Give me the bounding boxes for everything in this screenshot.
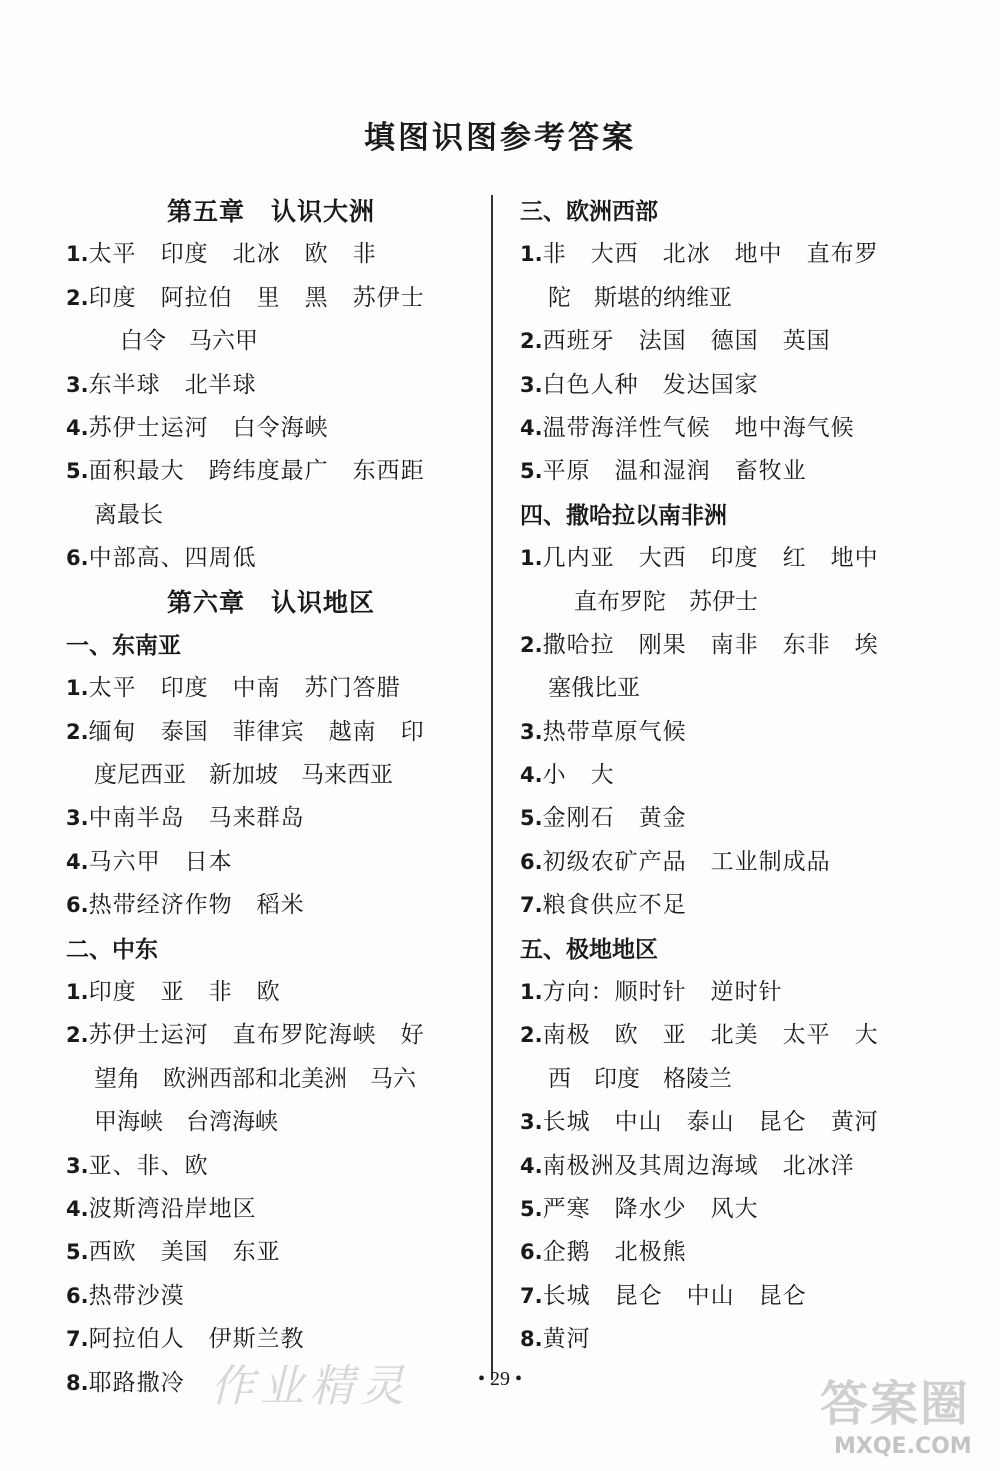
answer-line [66,971,476,1014]
answer-text: 中南半岛 马来群岛 [88,805,305,832]
answer-text: 耶路撒冷 [88,1369,185,1396]
answer-line [66,884,476,927]
question-number: 8. [520,1327,543,1352]
answer-line [520,1231,930,1274]
answer-text: 东半球 北半球 [88,371,257,398]
answer-line [66,407,476,450]
question-number: 1. [520,980,543,1005]
answer-text: 平原 温和湿润 畜牧业 [542,458,807,485]
answer-text: 非 大西 北冰 地中 直布罗 [542,241,879,268]
answer-line [66,233,476,276]
question-number: 4. [66,849,89,874]
answer-text: 黄河 [542,1326,591,1353]
question-number: 2. [520,632,543,657]
answer-continuation: 陀 斯堪的纳维亚 [548,284,732,311]
answer-line [66,711,476,754]
answer-line [520,841,930,884]
answer-text: 初级农矿产品 工业制成品 [542,848,831,875]
right-column [520,190,930,1362]
section-heading: 一、东南亚 [66,631,181,659]
question-number: 3. [66,1153,89,1178]
question-number: 2. [66,285,89,310]
answer-text: 苏伊士运河 白令海峡 [88,414,329,441]
answer-text: 方向：顺时针 逆时针 [542,979,783,1006]
answer-text: 热带经济作物 稻米 [88,892,305,919]
answer-continuation: 塞俄比亚 [548,675,640,702]
question-number: 6. [66,893,89,918]
answer-text: 太平 印度 中南 苏门答腊 [88,675,401,702]
answer-continuation: 直布罗陀 苏伊士 [574,588,758,615]
answer-continuation: 望角 欧洲西部和北美洲 马六 [94,1065,416,1092]
logo-text: 答案圈 [820,1376,971,1432]
answer-text: 温带海洋性气候 地中海气候 [542,414,855,441]
answer-text: 热带沙漠 [88,1282,185,1309]
answer-line [520,797,930,840]
answer-text: 白色人种 发达国家 [542,371,759,398]
question-number: 4. [520,763,543,788]
answer-text: 缅甸 泰国 菲律宾 越南 印 [88,718,425,745]
answer-text: 粮食供应不足 [542,892,687,919]
question-number: 5. [520,806,543,831]
answer-line [520,407,930,450]
answer-continuation: 甲海峡 台湾海峡 [94,1109,278,1136]
answer-line [520,233,930,276]
answer-line [520,1145,930,1188]
site-logo [820,1365,990,1465]
question-number: 6. [520,1240,543,1265]
answer-text: 印度 阿拉伯 里 黑 苏伊士 [88,284,425,311]
answer-text: 面积最大 跨纬度最广 东西距 [88,458,425,485]
question-number: 3. [66,806,89,831]
answer-text: 热带草原气候 [542,718,687,745]
answer-line [66,450,476,493]
answer-continuation: 白令 马六甲 [120,328,258,355]
left-column [66,190,476,1405]
question-number: 2. [520,329,543,354]
answer-text: 严寒 降水少 风大 [542,1195,759,1222]
page-number: • 29 • [477,1368,522,1390]
answer-line [520,450,930,493]
answer-line [66,667,476,710]
question-number: 4. [520,415,543,440]
answer-line [66,1188,476,1231]
question-number: 7. [520,893,543,918]
answer-text: 印度 亚 非 欧 [88,979,281,1006]
answer-line [520,624,930,667]
question-number: 3. [66,372,89,397]
question-number: 2. [520,1023,543,1048]
question-number: 6. [66,546,89,571]
answer-line [520,1318,930,1361]
answer-text: 几内亚 大西 印度 红 地中 [542,545,879,572]
answer-text: 南极 欧 亚 北美 太平 大 [542,1022,879,1049]
answer-line [66,1145,476,1188]
question-number: 2. [66,719,89,744]
answer-text: 阿拉伯人 伊斯兰教 [88,1326,305,1353]
answer-line [520,1101,930,1144]
answer-continuation: 度尼西亚 新加坡 马来西亚 [94,762,393,789]
answer-line [66,537,476,580]
answer-line [520,1188,930,1231]
answer-line [66,797,476,840]
section-heading: 五、极地地区 [520,935,658,963]
answer-text: 中部高、四周低 [88,545,257,572]
answer-line [520,1275,930,1318]
answer-line [520,884,930,927]
chapter-heading: 第五章 认识大洲 [166,197,375,226]
answer-line [520,711,930,754]
answer-text: 太平 印度 北冰 欧 非 [88,241,377,268]
answer-text: 小 大 [542,762,615,789]
question-number: 8. [66,1370,89,1395]
answer-text: 撒哈拉 刚果 南非 东非 埃 [542,631,879,658]
answer-line [520,754,930,797]
answer-line [520,1014,930,1057]
chapter-heading: 第六章 认识地区 [166,587,375,617]
answer-text: 亚、非、欧 [88,1152,209,1179]
question-number: 1. [520,242,543,267]
question-number: 5. [66,1240,89,1265]
answer-line [66,364,476,407]
section-heading: 三、欧洲西部 [520,198,658,225]
answer-text: 南极洲及其周边海域 北冰洋 [542,1152,855,1179]
question-number: 5. [520,459,543,484]
question-number: 1. [66,980,89,1005]
answer-line [66,277,476,320]
answer-line [520,320,930,363]
page-title: 填图识图参考答案 [364,120,636,156]
question-number: 4. [66,1196,89,1221]
answer-line [66,1231,476,1274]
answer-text: 苏伊士运河 直布罗陀海峡 好 [88,1022,425,1049]
question-number: 1. [66,676,89,701]
question-number: 6. [520,849,543,874]
question-number: 2. [66,1023,89,1048]
answer-line [520,971,930,1014]
column-divider [491,195,493,1380]
question-number: 7. [520,1283,543,1308]
answer-line [66,1014,476,1057]
answer-line [66,1275,476,1318]
question-number: 7. [66,1327,89,1352]
answer-line [520,537,930,580]
question-number: 5. [66,459,89,484]
answer-line [66,841,476,884]
question-number: 4. [520,1153,543,1178]
question-number: 3. [520,372,543,397]
answer-line [520,364,930,407]
question-number: 5. [520,1196,543,1221]
answer-text: 金刚石 黄金 [542,805,687,832]
answer-continuation: 西 印度 格陵兰 [548,1065,732,1092]
question-number: 3. [520,1110,543,1135]
answer-text: 西欧 美国 东亚 [88,1239,281,1266]
answer-text: 波斯湾沿岸地区 [88,1195,257,1222]
section-heading: 四、撒哈拉以南非洲 [520,501,727,529]
answer-continuation: 离最长 [94,501,163,528]
answer-text: 西班牙 法国 德国 英国 [542,328,831,355]
watermark-text: 作业精灵 [210,1361,410,1412]
question-number: 1. [520,546,543,571]
question-number: 6. [66,1283,89,1308]
answer-text: 长城 昆仑 中山 昆仑 [542,1282,807,1309]
question-number: 4. [66,415,89,440]
answer-text: 马六甲 日本 [88,848,233,875]
question-number: 1. [66,242,89,267]
logo-url: MXQE.COM [834,1434,972,1459]
question-number: 3. [520,719,543,744]
section-heading: 二、中东 [66,935,158,963]
answer-text: 企鹅 北极熊 [542,1239,687,1266]
answer-text: 长城 中山 泰山 昆仑 黄河 [542,1109,879,1136]
